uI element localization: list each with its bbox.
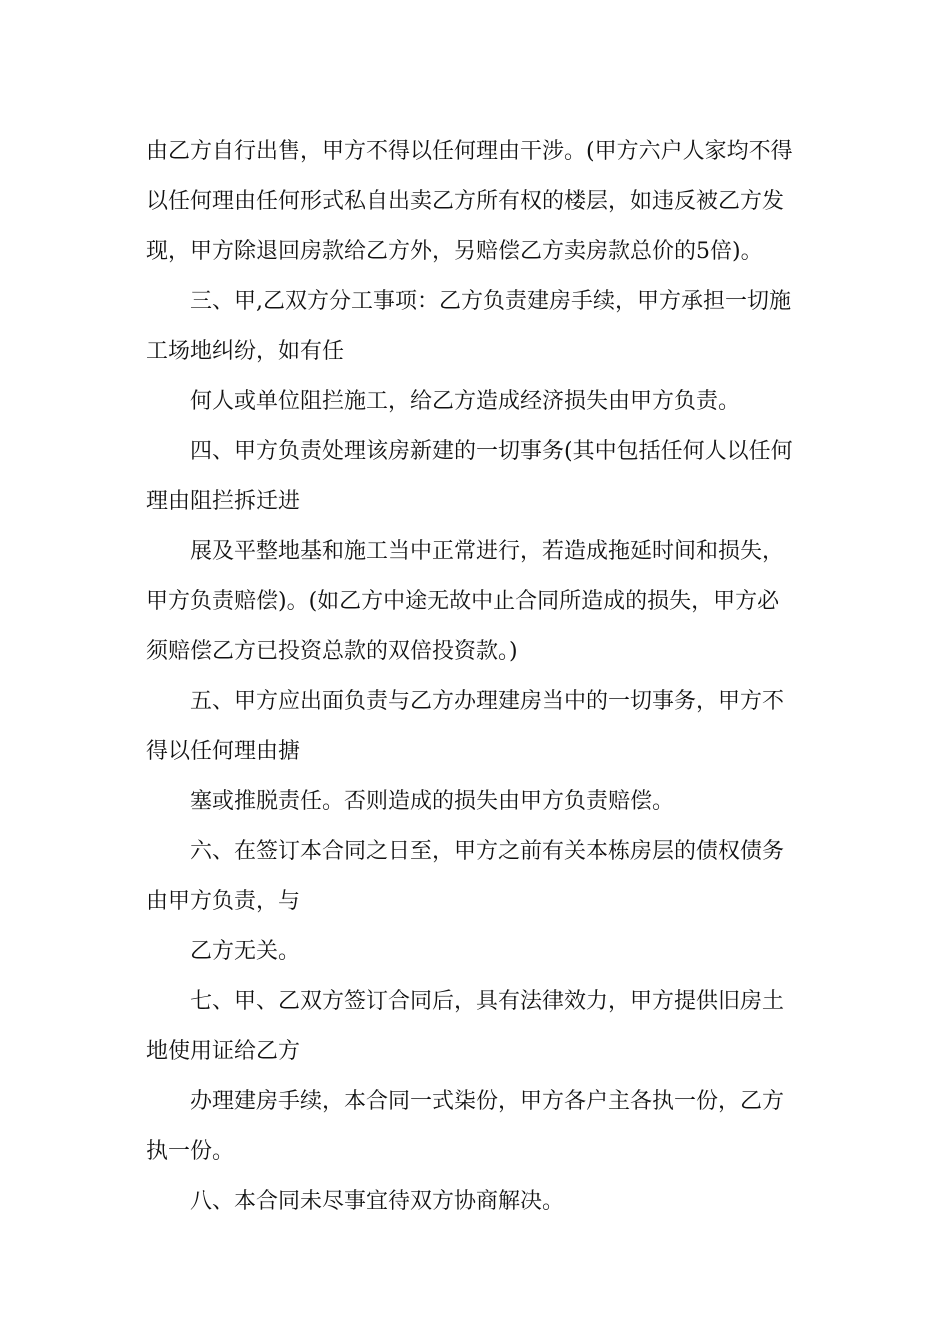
text-line: 八、本合同未尽事宜待双方协商解决。 [190, 1189, 565, 1214]
text-line: 由乙方自行出售，甲方不得以任何理由干涉。(甲方六户人家均不得 [146, 139, 793, 164]
text-line: 甲方负责赔偿)。(如乙方中途无故中止合同所造成的损失，甲方必 [146, 589, 780, 614]
text-line: 塞或推脱责任。否则造成的损失由甲方负责赔偿。 [190, 789, 675, 814]
text-line: 现，甲方除退回房款给乙方外，另赔偿乙方卖房款总价的5倍)。 [146, 239, 763, 264]
text-line: 理由阻拦拆迁进 [146, 489, 301, 514]
text-line: 展及平整地基和施工当中正常进行，若造成拖延时间和损失， [190, 539, 785, 564]
text-line: 六、在签订本合同之日至，甲方之前有关本栋房层的债权债务 [190, 839, 785, 864]
text-line: 工场地纠纷，如有任 [146, 339, 345, 364]
text-line: 执一份。 [146, 1139, 235, 1164]
text-line: 以任何理由任何形式私自出卖乙方所有权的楼层，如违反被乙方发 [146, 189, 785, 214]
text-line: 地使用证给乙方 [146, 1039, 301, 1064]
text-line: 得以任何理由搪 [146, 739, 301, 764]
text-line: 五、甲方应出面负责与乙方办理建房当中的一切事务，甲方不 [190, 689, 785, 714]
text-line: 由甲方负责，与 [146, 889, 301, 914]
text-line: 须赔偿乙方已投资总款的双倍投资款。) [146, 639, 518, 664]
text-line: 七、甲、乙双方签订合同后，具有法律效力，甲方提供旧房土 [190, 989, 785, 1014]
text-line: 四、甲方负责处理该房新建的一切事务(其中包括任何人以任何 [190, 439, 793, 464]
text-line: 何人或单位阻拦施工，给乙方造成经济损失由甲方负责。 [190, 389, 741, 414]
text-line: 乙方无关。 [190, 939, 301, 964]
text-line: 三、甲,乙双方分工事项：乙方负责建房手续，甲方承担一切施 [190, 289, 791, 314]
text-line: 办理建房手续，本合同一式柒份，甲方各户主各执一份，乙方 [190, 1089, 785, 1114]
